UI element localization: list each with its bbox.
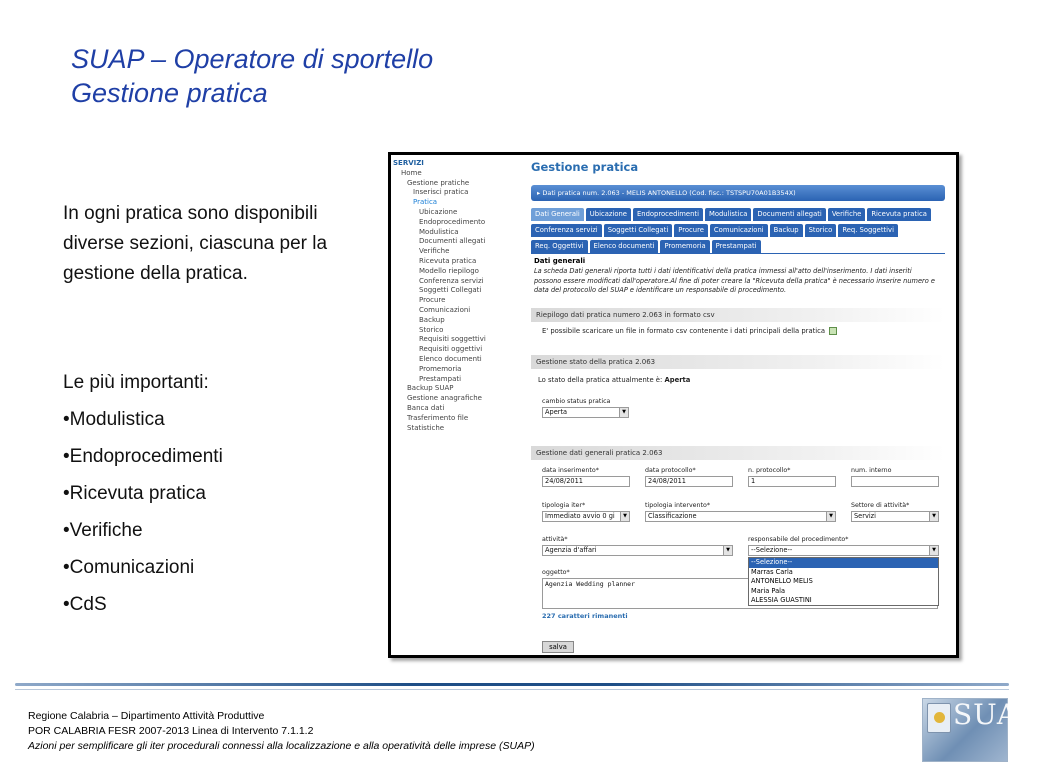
sidebar-item-promemoria[interactable]: Promemoria [419,364,462,373]
responsabile-label: responsabile del procedimento* [748,536,849,543]
sidebar-item-storico[interactable]: Storico [419,325,444,334]
bullet-item: •Endoprocedimenti [63,446,223,467]
chevron-down-icon: ▼ [826,512,835,521]
responsabile-option[interactable]: Maria Pala [751,586,786,595]
list-heading: Le più importanti: [63,372,209,393]
sidebar-item-endoprocedimento[interactable]: Endoprocedimento [419,217,486,226]
chevron-down-icon: ▼ [929,546,938,555]
responsabile-option[interactable]: ANTONELLO MELIS [751,577,813,586]
tab-endoprocedimenti[interactable]: Endoprocedimenti [633,208,703,221]
num-interno-input[interactable] [851,476,939,487]
chevron-down-icon: ▼ [619,408,628,417]
data-inserimento-input[interactable]: 24/08/2011 [542,476,630,487]
bullet-item: •Ricevuta pratica [63,483,206,504]
tipologia-intervento-label: tipologia intervento* [645,502,711,509]
stato-heading: Gestione stato della pratica 2.063 [531,355,945,369]
page-title: Gestione pratica [531,160,639,174]
oggetto-label: oggetto* [542,569,570,576]
bullet-list [63,401,223,623]
tab-row-2 [531,224,898,237]
chevron-down-icon: ▼ [723,546,732,555]
sidebar-item-backup[interactable]: Backup [419,315,445,324]
responsabile-dropdown-list [748,557,939,606]
oggetto-textarea[interactable]: Agenzia Wedding planner [542,578,938,609]
application-screenshot [388,152,959,658]
slide-title-line1: SUAP – Operatore di sportello [71,44,434,74]
tab-promemoria[interactable]: Promemoria [660,240,709,253]
sidebar-item-verifiche[interactable]: Verifiche [419,247,450,256]
tipologia-iter-label: tipologia iter* [542,502,586,509]
stato-text [538,376,690,384]
tab-divider [531,253,945,254]
sidebar-item-backup-suap[interactable]: Backup SUAP [407,384,454,393]
tipologia-iter-select[interactable] [542,511,630,522]
pratica-info-bar[interactable]: ▸ Dati pratica num. 2.063 - MELIS ANTONELLO (Cod. fisc.: TSTSPU70A01B354X) [531,185,945,201]
tab-prestampati[interactable]: Prestampati [712,240,761,253]
sidebar-item-modello-riepilogo[interactable]: Modello riepilogo [419,266,479,275]
sidebar-item-requisiti-soggettivi[interactable]: Requisiti soggettivi [419,335,486,344]
responsabile-option[interactable]: --Selezione-- [749,558,938,568]
sidebar-item-prestampati[interactable]: Prestampati [419,374,462,383]
suap-logo [922,698,1038,762]
dati-generali-section [534,257,939,296]
sidebar-nav [393,159,528,433]
bullet-item: •CdS [63,594,107,615]
sidebar-item-ricevuta-pratica[interactable]: Ricevuta pratica [419,256,477,265]
responsabile-value: --Selezione-- [751,546,793,554]
sidebar-item-requisiti-oggettivi[interactable]: Requisiti oggettivi [419,345,483,354]
data-protocollo-label: data protocollo* [645,467,696,474]
responsabile-option[interactable]: Marras Carla [751,567,793,576]
tab-documenti-allegati[interactable]: Documenti allegati [753,208,825,221]
responsabile-select[interactable] [748,545,939,556]
sidebar-item-soggetti-collegati[interactable]: Soggetti Collegati [419,286,482,295]
tab-conferenza-servizi[interactable]: Conferenza servizi [531,224,602,237]
sidebar-item-elenco-documenti[interactable]: Elenco documenti [419,354,482,363]
sidebar-item-comunicazioni[interactable]: Comunicazioni [419,305,471,314]
responsabile-option[interactable]: ALESSIA GUASTINI [751,596,812,605]
stato-text-prefix: Lo stato della pratica attualmente è: [538,376,663,384]
tab-req-oggettivi[interactable]: Req. Oggettivi [531,240,588,253]
riepilogo-text-label: E' possibile scaricare un file in formato csv contenente i dati principali della pratica [542,327,826,335]
sidebar-item-trasferimento-file[interactable]: Trasferimento file [407,413,469,422]
sidebar-item-modulistica[interactable]: Modulistica [419,227,459,236]
csv-download-icon[interactable] [829,327,837,335]
settore-select[interactable] [851,511,939,522]
sidebar-heading: SERVIZI [393,159,424,167]
chevron-down-icon: ▼ [620,512,629,521]
important-sections [63,364,223,623]
cambio-status-label: cambio status pratica [542,398,611,405]
sidebar-item-inserisci-pratica[interactable]: Inserisci pratica [413,188,469,197]
riepilogo-text [542,327,837,335]
tab-soggetti-collegati[interactable]: Soggetti Collegati [604,224,673,237]
tab-elenco-documenti[interactable]: Elenco documenti [590,240,659,253]
tab-row-1 [531,208,931,221]
attivita-value: Agenzia d'affari [545,546,597,554]
tipologia-iter-value: Immediato avvio 0 gi [545,512,615,520]
sidebar-item-home[interactable]: Home [401,168,422,177]
riepilogo-heading: Riepilogo dati pratica numero 2.063 in formato csv [531,308,945,322]
regione-emblem-icon [927,703,951,733]
sidebar-item-gestione-anagrafiche[interactable]: Gestione anagrafiche [407,394,482,403]
slide-title-line2: Gestione pratica [71,78,268,108]
tab-dati-generali[interactable]: Dati Generali [531,208,584,221]
tipologia-intervento-value: Classificazione [648,512,697,520]
num-interno-label: num. interno [851,467,892,474]
n-protocollo-label: n. protocollo* [748,467,791,474]
logo-text: SUAP [953,698,1038,731]
settore-label: Settore di attività* [851,502,910,509]
bullet-item: •Verifiche [63,520,143,541]
footer-line2: POR CALABRIA FESR 2007-2013 Linea di Intervento 7.1.1.2 [28,725,314,737]
sidebar-item-conferenza-servizi[interactable]: Conferenza servizi [419,276,484,285]
tab-storico[interactable]: Storico [805,224,837,237]
footer-line3: Azioni per semplificare gli iter procedurali connessi alla localizzazione e alla operatività delle imprese (SUAP) [28,740,535,752]
footer-rule-thin [15,689,1009,690]
tab-req-soggettivi[interactable]: Req. Soggettivi [838,224,898,237]
dati-generali-form-heading: Gestione dati generali pratica 2.063 [531,446,945,460]
settore-value: Servizi [854,512,876,520]
cambio-status-value: Aperta [545,408,568,416]
dati-generali-heading: Dati generali [534,257,586,265]
characters-remaining: 227 caratteri rimanenti [542,612,628,620]
n-protocollo-input[interactable]: 1 [748,476,836,487]
sidebar-item-banca-dati[interactable]: Banca dati [407,403,445,412]
tab-ricevuta-pratica[interactable]: Ricevuta pratica [867,208,931,221]
dati-generali-description: La scheda Dati generali riporta tutti i dati identificativi della pratica immessi all'atto dell'inserimento. I dati inseriti possono essere modificati dall'operatore.Al fine di poter creare la "Ricevuta della pratica" è necessario inserire numero e data del protocollo del SUAP e identificare un responsabile di procedimento. [534,266,935,295]
sidebar-item-gestione-pratiche[interactable]: Gestione pratiche [407,178,470,187]
cambio-status-select[interactable] [542,407,629,418]
sidebar-item-procure[interactable]: Procure [419,296,446,305]
sidebar-item-ubicazione[interactable]: Ubicazione [419,207,458,216]
tab-ubicazione[interactable]: Ubicazione [586,208,631,221]
data-protocollo-input[interactable]: 24/08/2011 [645,476,733,487]
tab-procure[interactable]: Procure [674,224,708,237]
footer-line1: Regione Calabria – Dipartimento Attività Produttive [28,710,265,722]
attivita-select[interactable] [542,545,733,556]
slide-title [71,42,433,110]
tipologia-intervento-select[interactable] [645,511,836,522]
tab-backup[interactable]: Backup [770,224,803,237]
attivita-label: attività* [542,536,568,543]
tab-row-3 [531,240,761,253]
save-button[interactable]: salva [542,641,574,653]
sidebar-item-documenti-allegati[interactable]: Documenti allegati [419,237,486,246]
footer-text [28,709,535,754]
bullet-item: •Modulistica [63,409,165,430]
bullet-item: •Comunicazioni [63,557,195,578]
footer-rule [15,683,1009,686]
stato-value: Aperta [664,376,691,384]
sidebar-item-pratica[interactable]: Pratica [413,198,438,207]
intro-text: In ogni pratica sono disponibili diverse sezioni, ciascuna per la gestione della pratica. [63,203,328,284]
chevron-down-icon: ▼ [929,512,938,521]
data-inserimento-label: data inserimento* [542,467,599,474]
main-content [530,155,955,655]
tab-modulistica[interactable]: Modulistica [705,208,751,221]
tab-verifiche[interactable]: Verifiche [828,208,866,221]
tab-comunicazioni[interactable]: Comunicazioni [710,224,768,237]
sidebar-item-statistiche[interactable]: Statistiche [407,423,445,432]
